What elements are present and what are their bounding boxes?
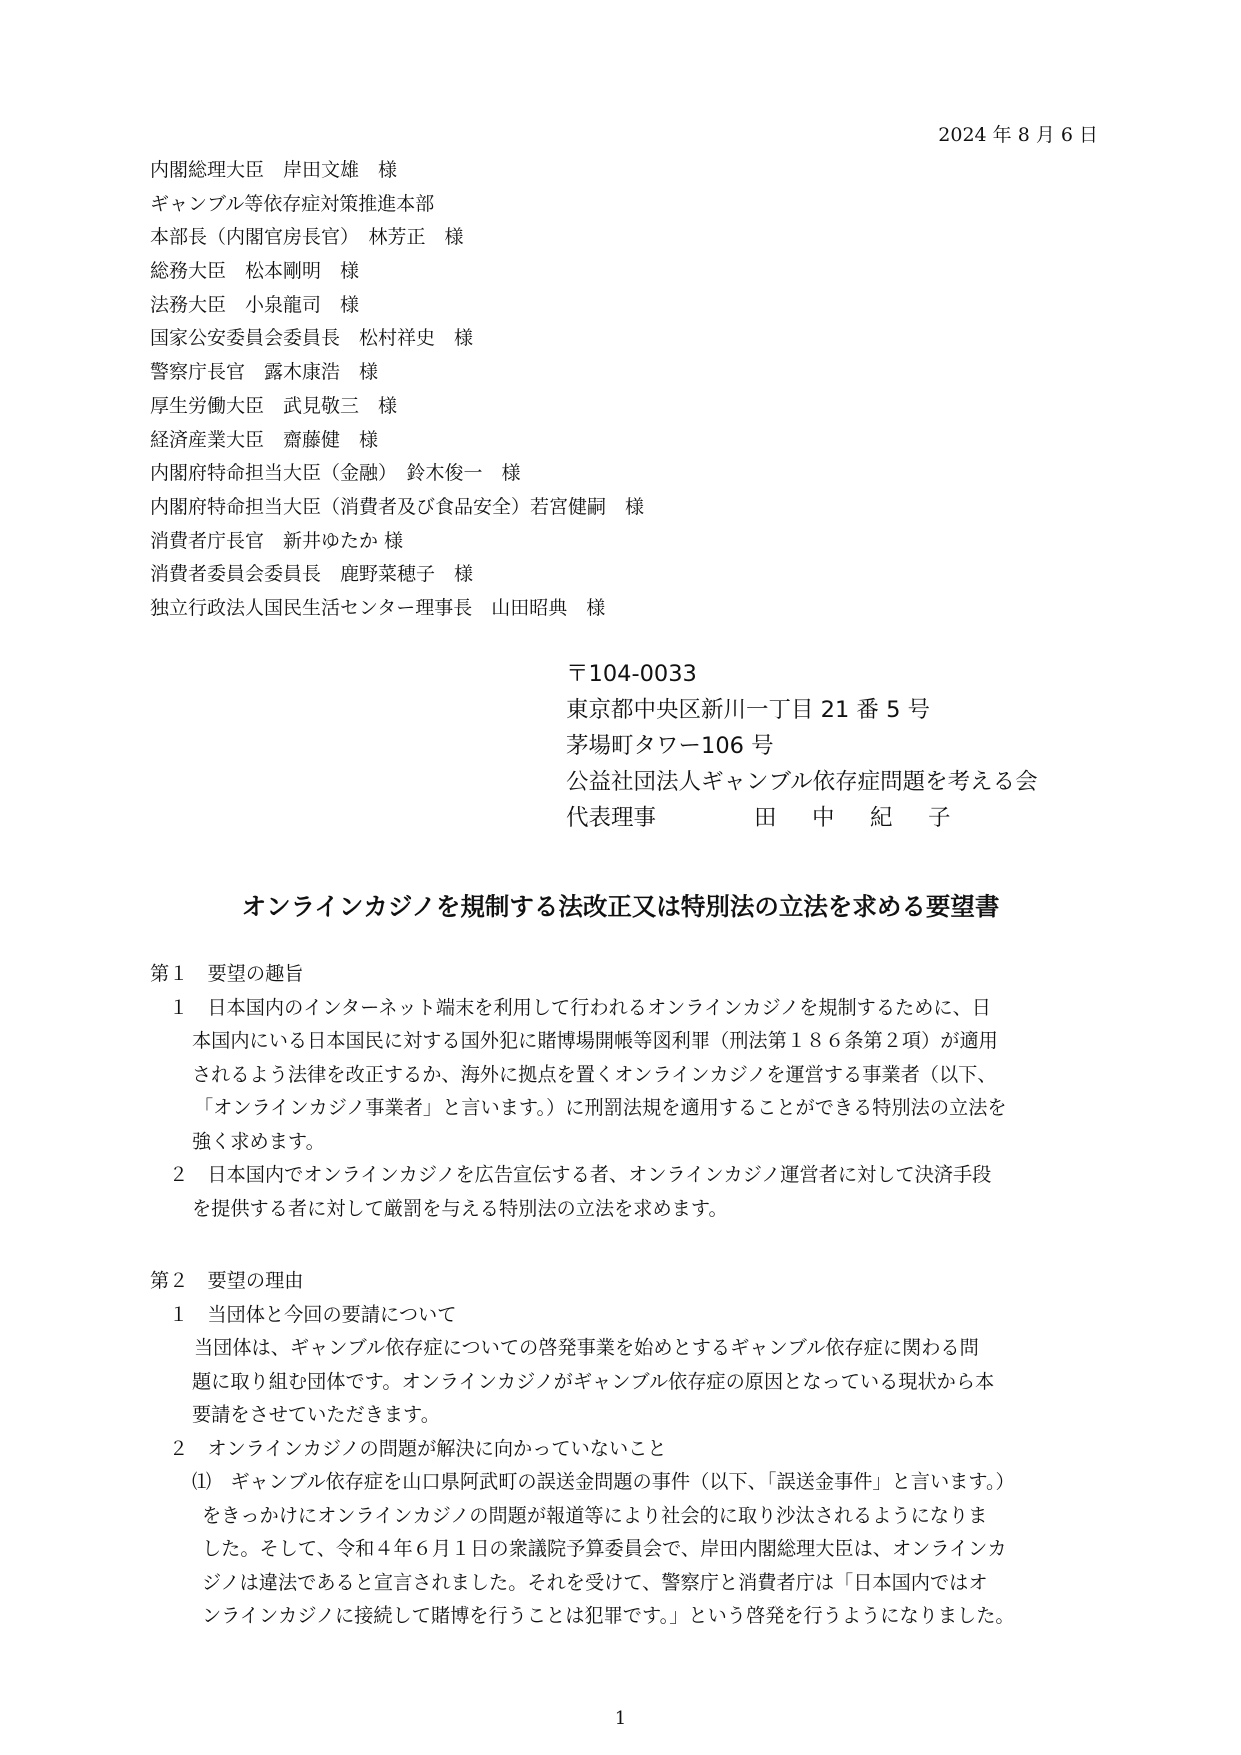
addressee-line: 本部長（内閣官房長官） 林芳正 様 (150, 226, 464, 249)
addressee-line: 経済産業大臣 齋藤健 様 (150, 428, 379, 451)
paragraph-line: １ 日本国内のインターネット端末を利用して行われるオンラインカジノを規制するために、日 (169, 995, 991, 1019)
subsection-heading: ２ オンラインカジノの問題が解決に向かっていないこと (169, 1436, 667, 1460)
paragraph-line: されるよう法律を改正するか、海外に拠点を置くオンラインカジノを運営する事業者（以下、 (192, 1062, 997, 1086)
paragraph-line: 題に取り組む団体です。オンラインカジノがギャンブル依存症の原因となっている現状から本 (192, 1369, 995, 1393)
paragraph-line: 当団体は、ギャンブル依存症についての啓発事業を始めとするギャンブル依存症に関わる問 (194, 1336, 979, 1359)
section-request-purpose (150, 957, 1100, 1225)
addressee-line: 厚生労働大臣 武見敬三 様 (150, 394, 398, 417)
addressee-line: 消費者委員会委員長 鹿野菜穂子 様 (150, 563, 474, 586)
page-number: 1 (614, 1708, 627, 1729)
sender-representative (566, 800, 1038, 836)
addressee-line: ギャンブル等依存症対策推進本部 (150, 192, 435, 215)
sender-address-line: 東京都中央区新川一丁目 21 番 5 号 (566, 697, 931, 723)
addressee-line: 消費者庁長官 新井ゆたか 様 (150, 529, 404, 552)
sender-organization: 公益社団法人ギャンブル依存症問題を考える会 (566, 769, 1038, 795)
paragraph-line: を提供する者に対して厳罰を与える特別法の立法を求めます。 (192, 1196, 728, 1220)
section-request-reasons (150, 1264, 1100, 1633)
name-char: 子 (928, 805, 951, 831)
document-title: オンラインカジノを規制する法改正又は特別法の立法を求める要望書 (241, 892, 1000, 921)
sender-block (566, 656, 1038, 836)
paragraph-line: ンラインカジノに接続して賭博を行うことは犯罪です。」という啓発を行うようになりました。 (202, 1604, 1015, 1627)
paragraph-line: した。そして、令和４年６月１日の衆議院予算委員会で、岸田内閣総理大臣は、オンラインカ (202, 1537, 1007, 1560)
section-heading: 第１ 要望の趣旨 (150, 962, 304, 985)
name-char: 中 (812, 805, 835, 831)
sender-address-line: 茅場町タワー106 号 (566, 733, 774, 759)
representative-title: 代表理事 (566, 805, 657, 831)
paragraph-line: 本国内にいる日本国民に対する国外犯に賭博場開帳等図利罪（刑法第１８６条第２項）が適用 (192, 1029, 998, 1052)
subsection-heading: １ 当団体と今回の要請について (169, 1302, 457, 1326)
representative-name (754, 800, 986, 836)
name-char: 田 (754, 805, 777, 831)
sender-postal-code: 〒104-0033 (566, 661, 697, 687)
addressee-line: 総務大臣 松本剛明 様 (150, 260, 360, 283)
paragraph-line: ジノは違法であると宣言されました。それを受けて、警察庁と消費者庁は「日本国内ではオ (202, 1570, 988, 1594)
addressee-list (150, 154, 644, 626)
paragraph-line: ２ 日本国内でオンラインカジノを広告宣伝する者、オンラインカジノ運営者に対して決済手段 (169, 1163, 992, 1186)
paragraph-line: をきっかけにオンラインカジノの問題が報道等により社会的に取り沙汰されるようになりま (202, 1503, 988, 1527)
addressee-line: 内閣総理大臣 岸田文雄 様 (150, 159, 398, 181)
paragraph-line: 要請をさせていただきます。 (192, 1403, 440, 1426)
paragraph-line: 「オンラインカジノ事業者」と言います。）に刑罰法規を適用することができる特別法の立法を (194, 1096, 1007, 1119)
document-date: 2024 年 8 月 6 日 (938, 124, 1098, 146)
addressee-line: 独立行政法人国民生活センター理事長 山田昭典 様 (150, 596, 606, 619)
paragraph-line: 強く求めます。 (192, 1129, 325, 1153)
addressee-line: 国家公安委員会委員長 松村祥史 様 (150, 327, 474, 350)
addressee-line: 内閣府特命担当大臣（消費者及び食品安全）若宮健嗣 様 (150, 495, 645, 518)
addressee-line: 警察庁長官 露木康浩 様 (150, 361, 379, 384)
addressee-line: 内閣府特命担当大臣（金融） 鈴木俊一 様 (150, 462, 521, 485)
name-char: 紀 (870, 805, 893, 831)
addressee-line: 法務大臣 小泉龍司 様 (150, 293, 360, 316)
paragraph-line: ⑴ ギャンブル依存症を山口県阿武町の誤送金問題の事件（以下、「誤送金事件」と言います。） (192, 1470, 1015, 1493)
section-heading: 第２ 要望の理由 (150, 1269, 304, 1292)
